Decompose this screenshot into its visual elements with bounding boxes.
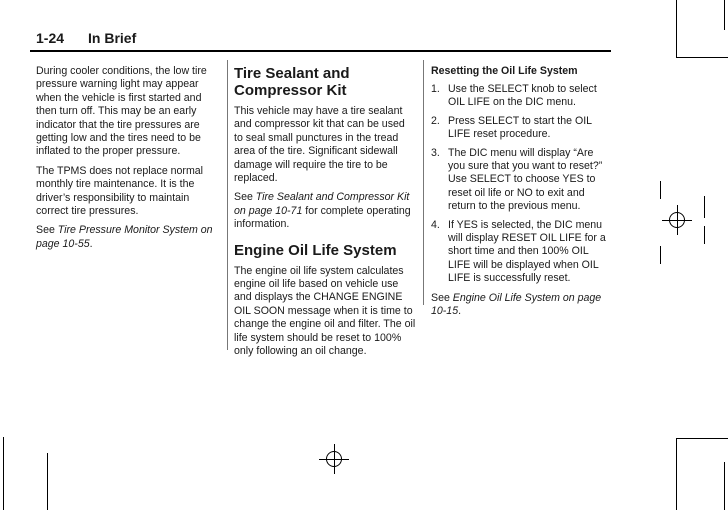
paragraph: The TPMS does not replace normal monthly tire maintenance. It is the driver’s responsibility to maintain correct tire pressures. (36, 164, 204, 218)
section-heading: Engine Oil Life System (234, 241, 397, 259)
step-number: 3. (431, 146, 440, 159)
crop-mark (676, 0, 677, 57)
step-text: Press SELECT to start the OIL LIFE reset procedure. (448, 114, 592, 141)
list-item (431, 83, 611, 110)
paragraph: During cooler conditions, the low tire pressure warning light may appear when the vehicle is first started and then turn off. This may be an early indicator that the tire pressures are getting low and the tires need to be inflated to the proper pressure. (36, 65, 207, 158)
step-text: Use the SELECT knob to select OIL LIFE on the DIC menu. (448, 83, 597, 109)
cross-reference-link[interactable]: Tire Pressure Monitor System on page 10-55 (36, 224, 213, 250)
crop-mark (47, 453, 48, 510)
column-3 (431, 65, 611, 325)
subsection-heading: Resetting the Oil Life System (431, 65, 578, 77)
cross-reference-link[interactable]: Tire Sealant and Compressor Kit on page 10-71 (234, 191, 410, 217)
cross-reference-link[interactable]: Engine Oil Life System on page 10-15 (431, 291, 602, 318)
registration-target-crosshair (677, 205, 678, 235)
crop-mark (704, 196, 705, 218)
crop-mark (724, 462, 725, 510)
crop-mark (676, 438, 728, 439)
see-prefix: See (36, 224, 58, 237)
see-suffix: . (458, 305, 462, 318)
steps-list (431, 83, 611, 286)
step-number: 1. (431, 83, 440, 95)
column-2 (234, 65, 416, 365)
registration-target-crosshair (334, 444, 335, 474)
column-divider-2 (423, 60, 424, 305)
header-rule (30, 50, 611, 52)
step-text: The DIC menu will display “Are you sure that you want to reset?” Use SELECT to choose YES to reset oil life or NO to exit and return to the previous menu. (448, 146, 603, 213)
cross-reference (431, 292, 611, 319)
section-heading: Tire Sealant and Compressor Kit (234, 65, 350, 99)
list-item (431, 147, 611, 214)
page-number: 1-24 (36, 30, 65, 46)
crop-mark (724, 0, 725, 30)
crop-mark (676, 438, 677, 510)
step-text: If YES is selected, the DIC menu will display RESET OIL LIFE for a short time and then 100% OIL LIFE will be displayed when OIL LIFE is successfully reset. (448, 218, 606, 285)
see-prefix: See (234, 191, 256, 204)
section-title: In Brief (88, 30, 137, 46)
crop-mark (676, 57, 728, 58)
step-number: 4. (431, 218, 440, 231)
paragraph: This vehicle may have a tire sealant and compressor kit that can be used to seal small punctures in the tread area of the tire. Significant sidewall damage will require the tire to be replaced. (234, 105, 405, 185)
step-number: 2. (431, 114, 440, 127)
see-prefix: See (431, 291, 453, 304)
paragraph: The engine oil life system calculates engine oil life based on vehicle use and displays the CHANGE ENGINE OIL SOON message when it is time to change the engine oil and filter. The oil life system should be reset to 100% only following an oil change. (234, 264, 416, 358)
see-suffix: . (89, 237, 93, 250)
crop-mark (660, 181, 661, 199)
list-item (431, 219, 611, 286)
list-item (431, 115, 611, 142)
crop-mark (704, 226, 705, 244)
crop-mark (660, 246, 661, 264)
crop-mark (3, 437, 4, 510)
column-divider-1 (227, 60, 228, 350)
column-1 (36, 65, 220, 257)
cross-reference (234, 191, 416, 231)
cross-reference (36, 224, 220, 251)
see-suffix: for complete operating information. (234, 204, 411, 231)
